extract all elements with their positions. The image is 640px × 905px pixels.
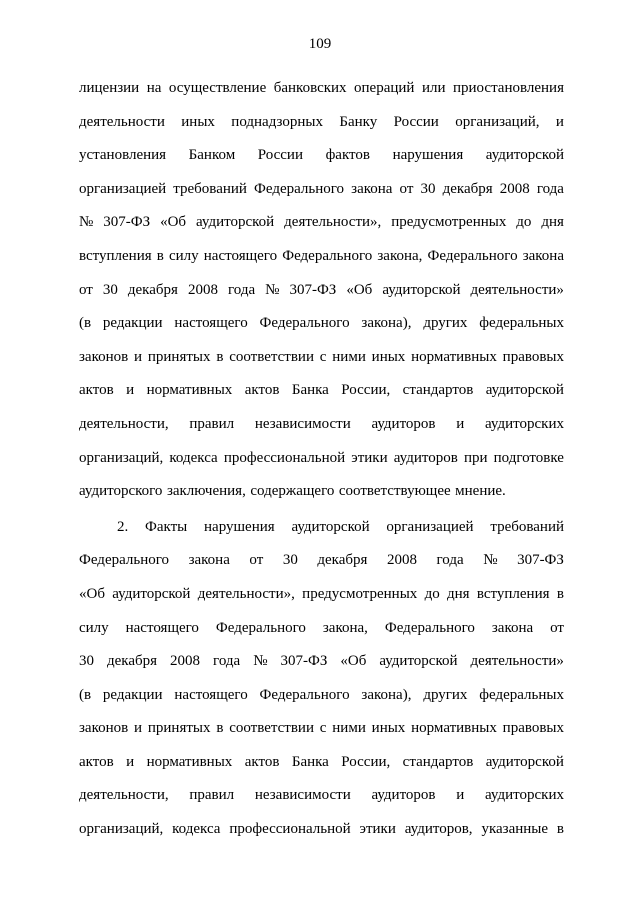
word: независимости [254, 787, 351, 804]
word: закона, [322, 619, 368, 636]
word: с [319, 720, 327, 737]
word: при [463, 449, 488, 466]
word: с [319, 348, 327, 365]
word: кодекса [172, 821, 221, 838]
text-line [79, 679, 564, 713]
word: (в [79, 315, 92, 332]
word: настоящего [203, 247, 278, 264]
text-line [79, 106, 564, 140]
text-line [79, 544, 564, 578]
word: соответствии [229, 720, 314, 737]
word: настоящего [174, 315, 248, 332]
word: нормативных [411, 348, 497, 365]
word: России [257, 147, 303, 164]
word: актов [244, 753, 280, 770]
word: от [79, 281, 93, 298]
word: предусмотренных [391, 214, 507, 231]
word: и [456, 415, 465, 432]
word: аудиторских [485, 787, 564, 804]
word: соответствующее [338, 483, 451, 500]
word: и [134, 348, 143, 365]
word: нормативных [146, 382, 233, 399]
word: и [126, 753, 135, 770]
word: № [483, 552, 498, 569]
word: правовых [502, 348, 564, 365]
text-line [79, 442, 564, 476]
word: в [216, 348, 224, 365]
word: иных [371, 720, 406, 737]
word: актов [244, 382, 280, 399]
word: деятельности» [470, 281, 564, 298]
word: указанные [481, 821, 549, 838]
word: Банку [339, 113, 378, 130]
word: силу [168, 247, 199, 264]
word: иных [371, 348, 406, 365]
word: этики [359, 821, 396, 838]
word: стандартов [402, 753, 474, 770]
word: в [216, 720, 224, 737]
word: принятых [147, 348, 211, 365]
word: принятых [147, 720, 211, 737]
word: содержащего [250, 483, 335, 500]
text-line [79, 72, 564, 106]
word: аудиторской [291, 518, 370, 535]
word: вступления [476, 585, 550, 602]
word: нормативных [411, 720, 497, 737]
word: России, [341, 382, 391, 399]
word: года [536, 180, 564, 197]
word: правовых [502, 720, 564, 737]
word: Банка [291, 753, 329, 770]
word: нарушения [392, 147, 464, 164]
word: редакции [102, 315, 163, 332]
word: законов [79, 720, 129, 737]
text-line [79, 612, 564, 646]
word: 307-ФЗ [517, 552, 564, 569]
word: 30 [102, 281, 118, 298]
word: актов [79, 382, 114, 399]
word: на [146, 80, 162, 96]
word: фактов [325, 147, 370, 164]
word: банковских [273, 80, 347, 96]
word: профессиональной [223, 449, 346, 466]
word: 2008 [499, 180, 530, 197]
word: деятельности», [284, 214, 382, 231]
word: Федерального [259, 686, 350, 703]
word: от [399, 180, 414, 197]
word: 30 [79, 653, 94, 670]
text-line [79, 645, 564, 679]
word: вступления [79, 247, 152, 264]
text-line [79, 779, 564, 813]
text-line [79, 173, 564, 207]
word: года [213, 653, 241, 670]
word: до [516, 214, 532, 231]
word: 307-ФЗ [280, 653, 328, 670]
word: аудиторов [371, 787, 436, 804]
word: федеральных [479, 315, 564, 332]
word: Федерального [254, 180, 345, 197]
word: настоящего [174, 686, 248, 703]
word: ними [332, 720, 366, 737]
word: аудиторской [112, 585, 191, 602]
word: аудиторов, [404, 821, 473, 838]
word: Федерального [384, 619, 475, 636]
word: деятельности» [470, 653, 564, 670]
word: закона), [361, 686, 412, 703]
document-body [79, 72, 564, 847]
word: деятельности», [197, 585, 295, 602]
word: аудиторской [196, 214, 275, 231]
word: дня [541, 214, 564, 231]
word: заключения, [166, 483, 246, 500]
word: Федерального [282, 247, 373, 264]
word: года [227, 281, 256, 298]
word: декабря [107, 653, 158, 670]
word: требований [490, 518, 564, 535]
text-line [79, 746, 564, 780]
word: «Об [160, 214, 187, 231]
word: аудиторской [485, 753, 564, 770]
word: аудиторского [79, 483, 163, 500]
word: предусмотренных [302, 585, 418, 602]
word: аудиторов [393, 449, 458, 466]
word: декабря [317, 552, 368, 569]
word: 30 [282, 552, 298, 569]
word: правил [189, 415, 235, 432]
word: других [423, 315, 468, 332]
word: аудиторской [379, 653, 458, 670]
word: организацией [79, 180, 167, 197]
word: 307-ФЗ [103, 214, 151, 231]
word: «Об [346, 281, 373, 298]
word: нормативных [146, 753, 233, 770]
word: 2008 [187, 281, 218, 298]
word: в [156, 247, 164, 264]
word: установления [79, 147, 167, 164]
word: организаций, [79, 821, 164, 838]
text-line [79, 139, 564, 173]
word: организацией [386, 518, 474, 535]
word: и [126, 382, 135, 399]
word: профессиональной [229, 821, 351, 838]
word: декабря [442, 180, 493, 197]
word: организаций, [455, 113, 540, 130]
word: федеральных [479, 686, 564, 703]
word: закона), [361, 315, 412, 332]
word: 2. [117, 518, 129, 535]
word: силу [79, 619, 109, 636]
word: деятельности [79, 113, 165, 130]
word: и [555, 113, 564, 130]
word: ними [332, 348, 366, 365]
word: и [456, 787, 465, 804]
word: «Об [340, 653, 367, 670]
word: закона [491, 619, 534, 636]
word: законов [79, 348, 129, 365]
word: мнение. [455, 483, 506, 500]
word: от [249, 552, 264, 569]
word: Факты [145, 518, 188, 535]
word: 2008 [386, 552, 417, 569]
word: от [550, 619, 564, 636]
word: в [556, 585, 564, 602]
word: деятельности, [79, 415, 169, 432]
text-line [79, 578, 564, 612]
word: приостановления [452, 80, 564, 96]
word: закона [351, 180, 393, 197]
word: аудиторской [485, 147, 564, 164]
word: закона, [377, 247, 423, 264]
paragraph [79, 72, 564, 509]
word: 307-ФЗ [289, 281, 337, 298]
word: № [253, 653, 268, 670]
text-line [79, 341, 564, 375]
word: Банка [291, 382, 329, 399]
word: дня [447, 585, 470, 602]
word: Федерального [259, 315, 350, 332]
word: декабря [127, 281, 178, 298]
text-line [79, 206, 564, 240]
word: года [436, 552, 464, 569]
word: № [265, 281, 280, 298]
word: поднадзорных [231, 113, 323, 130]
text-line [79, 813, 564, 847]
word: аудиторской [382, 281, 461, 298]
word: аудиторов [371, 415, 436, 432]
word: настоящего [125, 619, 199, 636]
text-line [79, 307, 564, 341]
word: других [423, 686, 468, 703]
word: требований [173, 180, 247, 197]
word: кодекса [169, 449, 218, 466]
word: подготовке [493, 449, 564, 466]
word: аудиторской [485, 382, 564, 399]
word: Федерального [215, 619, 306, 636]
text-line [79, 240, 564, 274]
word: деятельности, [79, 787, 169, 804]
word: этики [351, 449, 388, 466]
word: № [79, 214, 94, 231]
word: организаций, [79, 449, 164, 466]
word: соответствии [229, 348, 314, 365]
text-line [79, 408, 564, 442]
word: независимости [254, 415, 351, 432]
word: осуществление [168, 80, 267, 96]
word: Федерального [79, 552, 170, 569]
text-line [79, 475, 564, 509]
word: нарушения [204, 518, 275, 535]
word: (в [79, 686, 92, 703]
word: стандартов [402, 382, 474, 399]
word: до [424, 585, 440, 602]
word: и [134, 720, 143, 737]
word: операций [354, 80, 415, 96]
word: «Об [79, 585, 105, 602]
word: России, [341, 753, 391, 770]
word: Федерального [427, 247, 518, 264]
word: Банком [188, 147, 236, 164]
paragraph [79, 511, 564, 847]
word: закона [522, 247, 564, 264]
word: аудиторских [485, 415, 564, 432]
word: правил [189, 787, 235, 804]
page-number: 109 [308, 36, 332, 52]
text-line [79, 712, 564, 746]
word: 30 [420, 180, 436, 197]
text-line [79, 511, 564, 545]
word: или [421, 80, 446, 96]
word: в [556, 821, 564, 838]
word: лицензии [79, 80, 140, 96]
text-line [79, 374, 564, 408]
word: закона [188, 552, 230, 569]
text-line [79, 274, 564, 308]
word: 2008 [170, 653, 201, 670]
word: редакции [102, 686, 163, 703]
word: России [393, 113, 439, 130]
word: актов [79, 753, 114, 770]
word: иных [181, 113, 215, 130]
